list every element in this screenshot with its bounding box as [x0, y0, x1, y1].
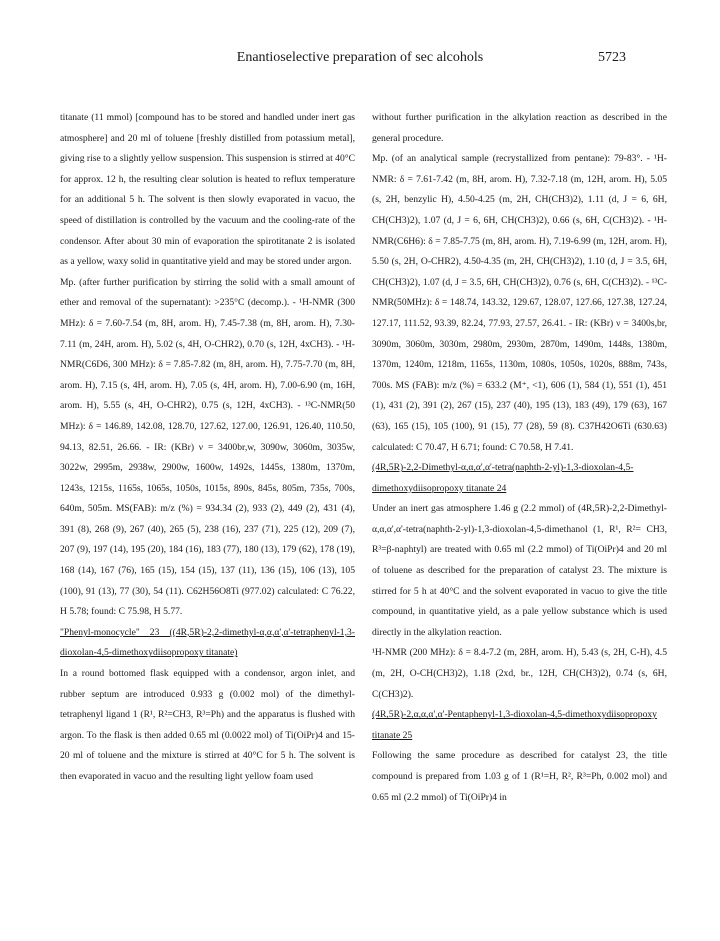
section-title: (4R,5R)-2,2-Dimethyl-α,α,α',α'-tetra(naphth-2-yl)-1,3-dioxolan-4,5-dimethoxydiisopropoxy titanate 24 [372, 462, 634, 494]
section-title: (4R,5R)-2,α,α,α',α'-Pentaphenyl-1,3-dioxolan-4,5-dimethoxydiisopropoxy titanate 25 [372, 709, 657, 741]
right-column [372, 108, 667, 808]
paragraph: Mp. (of an analytical sample (recrystallized from pentane): 79-83°. - ¹H-NMR: δ = 7.61-7.42 (m, 8H, arom. H), 7.32-7.18 (m, 12H, arom. H), 5.05 (s, 2H, benzylic H), 4.50-4.25 (m, 2H, CH(CH3)2), 1.11 (d, J = 6, 6H, CH(CH3)2), 1.07 (d, J = 6, 6H, CH(CH3)2), 0.66 (s, 6H, C(CH3)2). - ¹H-NMR(C6H6): δ = 7.85-7.75 (m, 8H, arom. H), 7.19-6.99 (m, 12H, arom. H), 5.50 (s, 2H, O-CHR2), 4.50-4.35 (m, 2H, CH(CH3)2), 1.10 (d, J = 3.5, 6H, CH(CH3)2), 1.07 (d, J = 3.5, 6H, CH(CH3)2), 0.76 (s, 6H, C(CH3)2). - ¹³C-NMR(50MHz): δ = 148.74, 143.32, 129.67, 128.07, 127.66, 127.38, 127.24, 127.17, 111.52, 93.39, 82.24, 77.93, 27.57, 26.41. - IR: (KBr) ν = 3400s,br, 3090m, 3060m, 3030m, 2980m, 2930m, 2870m, 1490m, 1448s, 1380m, 1370m, 1240m, 1218m, 1165s, 1130m, 1080s, 1050s, 1020s, 888m, 743s, 700s. MS (FAB): m/z (%) = 633.2 (M⁺, <1), 606 (1), 584 (1), 551 (1), 451 (1), 431 (2), 391 (2), 267 (15), 237 (40), 195 (13), 183 (49), 179 (63), 167 (63), 165 (15), 105 (100), 91 (15), 77 (28), 59 (8). C37H42O6Ti (630.63) calculated: C 70.47, H 6.71; found: C 70.58, H 7.41. [372, 153, 667, 453]
paragraph: ¹H-NMR (200 MHz): δ = 8.4-7.2 (m, 28H, arom. H), 5.43 (s, 2H, C-H), 4.5 (m, 2H, O-CH(CH3)2), 1.18 (2xd, br., 12H, CH(CH3)2), 0.74 (s, 6H, C(CH3)2). [372, 647, 667, 700]
paragraph: In a round bottomed flask equipped with a condensor, argon inlet, and rubber septum are introduced 0.933 g (0.002 mol) of the dimethyl-tetraphenyl ligand 1 (R¹, R²=CH3, R³=Ph) and the apparatus is flushed with argon. To the flask is then added 0.65 ml (0.0022 mol) of Ti(OiPr)4 and 15-20 ml of toluene and the mixture is stirred at 40°C for 5 h. The solvent is then evaporated in vacuo and the resulting light yellow foam used [60, 668, 355, 782]
paragraph: without further purification in the alkylation reaction as described in the general procedure. [372, 112, 667, 144]
page-header [0, 50, 720, 70]
paragraph: Following the same procedure as described for catalyst 23, the title compound is prepared from 1.03 g of 1 (R¹=H, R², R³=Ph, 0.002 mol) and 0.65 ml (2.2 mmol) of Ti(OiPr)4 in [372, 750, 667, 803]
section-title: "Phenyl-monocycle" 23 ((4R,5R)-2,2-dimethyl-α,α,α',α'-tetraphenyl-1,3-dioxolan-4,5-dimethoxydiisopropoxy titanate) [60, 626, 355, 659]
paragraph: titanate (11 mmol) [compound has to be stored and handled under inert gas atmosphere] and 20 ml of toluene [freshly distilled from potassium metal], giving rise to a slightly yellow suspension. This suspension is stirred at 40°C for approx. 12 h, the resulting clear solution is heated to reflux temperature for an additional 5 h. The solvent is then slowly evaporated in vacuo, the speed of distillation is controlled by the vacuum and the cooling-rate of the condensor. After about 30 min of evaporation the spirotitanate 2 is isolated as a yellow, waxy solid in quantitative yield and may be stored under argon. [60, 112, 355, 268]
left-column [60, 108, 355, 788]
paragraph: Under an inert gas atmosphere 1.46 g (2.2 mmol) of (4R,5R)-2,2-Dimethyl-α,α,α',α'-tetra(naphth-2-yl)-1,3-dioxolan-4,5-dimethanol (1, R¹, R²= CH3, R³=β-naphtyl) are treated with 0.65 ml (2.2 mmol) of Ti(OiPr)4 and 20 ml of toluene as described for the preparation of catalyst 23. The mixture is stirred for 5 h at 40°C and the solvent evaporated in vacuo to give the title compound, in quantitative yield, as a pale yellow substance which is used directly in the alkylation reaction. [372, 503, 667, 638]
running-title: Enantioselective preparation of sec alcohols [236, 50, 484, 65]
page-number: 5723 [598, 50, 626, 65]
paragraph: Mp. (after further purification by stirring the solid with a small amount of ether and removal of the supernatant): >235°C (decomp.). - ¹H-NMR (300 MHz): δ = 7.60-7.54 (m, 8H, arom. H), 7.45-7.38 (m, 8H, arom. H), 7.30-7.11 (m, 24H, arom. H), 5.02 (s, 4H, O-CHR2), 0.70 (s, 12H, 4xCH3). - ¹H-NMR(C6D6, 300 MHz): δ = 7.85-7.82 (m, 8H, arom. H), 7.75-7.70 (m, 8H, arom. H), 7.15 (s, 4H, arom. H), 7.05 (s, 4H, arom. H), 7.00-6.90 (m, 16H, arom. H), 5.55 (s, 4H, O-CHR2), 0.75 (s, 12H, 4xCH3). - ¹³C-NMR(50 MHz): δ = 146.89, 142.08, 128.70, 127.62, 127.00, 126.91, 126.40, 110.50, 94.13, 82.51, 26.66. - IR: (KBr) ν = 3400br,w, 3090w, 3060m, 3035w, 3022w, 2995m, 2938w, 2900w, 1600w, 1492s, 1445s, 1380m, 1370m, 1243s, 1215s, 1165s, 1065s, 1050s, 1015s, 890s, 845s, 805m, 735s, 700s, 640m, 505m. MS(FAB): m/z (%) = 934.34 (2), 933 (2), 449 (2), 431 (4), 391 (8), 268 (9), 267 (40), 265 (5), 238 (16), 237 (71), 225 (12), 209 (7), 207 (9), 197 (14), 195 (20), 184 (16), 183 (77), 180 (13), 179 (62), 178 (19), 168 (14), 167 (76), 165 (15), 154 (15), 137 (11), 136 (15), 106 (13), 105 (100), 91 (13), 77 (30), 54 (11). C62H56O8Ti (977.02) calculated: C 76.22, H 5.78; found: C 75.98, H 5.77. [60, 276, 355, 618]
